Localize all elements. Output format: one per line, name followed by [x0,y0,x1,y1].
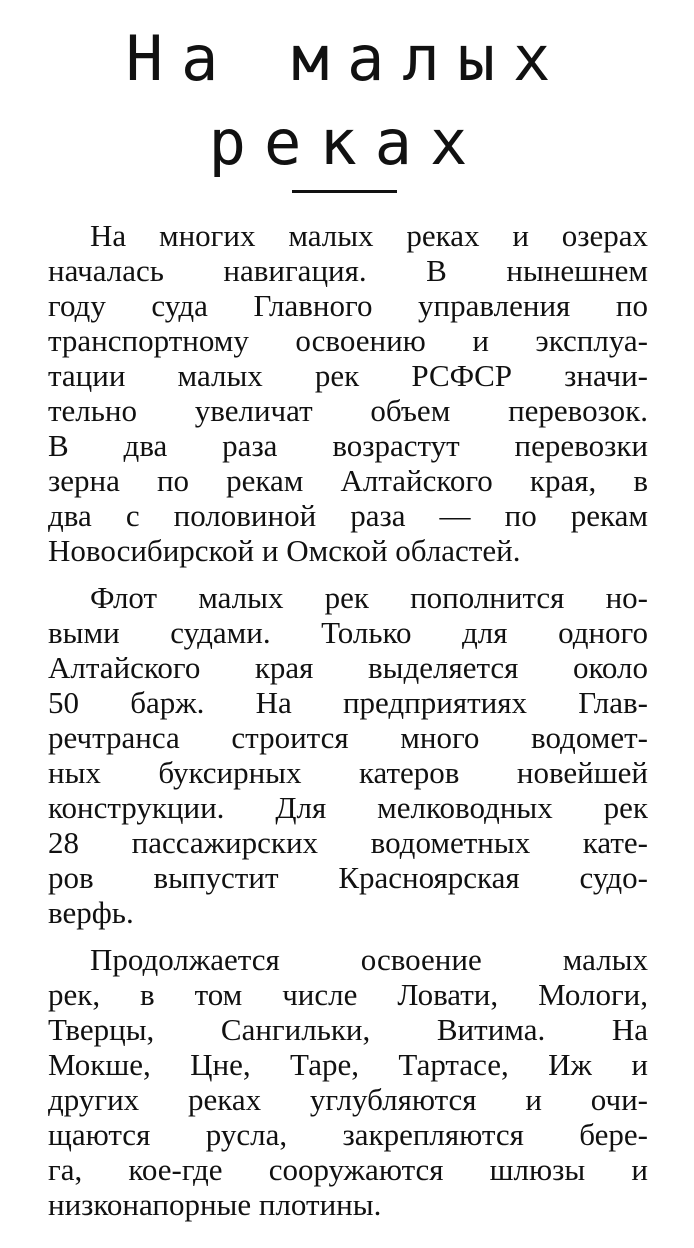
paragraph-2-line-5: речтранса строится много водомет- [48,720,648,755]
paragraph-3-line-2: рек, в том числе Ловати, Мологи, [48,977,648,1012]
paragraph-1-line-9: два с половиной раза — по рекам [48,498,648,533]
paragraph-1-line-10: Новосибирской и Омской областей. [48,533,521,568]
paragraph-2-line-3: Алтайского края выделяется около [48,650,648,685]
paragraph-3-line-1: Продолжается освоение малых [90,942,648,977]
paragraph-3-line-4: Мокше, Цне, Таре, Тартасе, Иж и [48,1047,648,1082]
paragraph-3-line-7: га, кое-где сооружаются шлюзы и [48,1152,648,1187]
paragraph-2-line-8: 28 пассажирских водометных кате- [48,825,648,860]
paragraph-2-line-4: 50 барж. На предприятиях Глав- [48,685,648,720]
paragraph-1-line-8: зерна по рекам Алтайского края, в [48,463,648,498]
paragraph-1-line-5: тации малых рек РСФСР значи- [48,358,648,393]
paragraph-3-line-5: других реках углубляются и очи- [48,1082,648,1117]
paragraph-1-line-3: году суда Главного управления по [48,288,648,323]
headline-divider [292,190,397,193]
paragraph-2-line-9: ров выпустит Красноярская судо- [48,860,648,895]
paragraph-3-line-6: щаются русла, закрепляются бере- [48,1117,648,1152]
paragraph-3-line-3: Тверцы, Сангильки, Витима. На [48,1012,648,1047]
paragraph-1-line-4: транспортному освоению и эксплуа- [48,323,648,358]
paragraph-1-line-7: В два раза возрастут перевозки [48,428,648,463]
paragraph-2-line-2: выми судами. Только для одного [48,615,648,650]
paragraph-3-line-8: низконапорные плотины. [48,1187,382,1222]
paragraph-2-line-10: верфь. [48,895,134,930]
headline-line-2: реках [208,106,486,179]
paragraph-2-line-7: конструкции. Для мелководных рек [48,790,648,825]
paragraph-2-line-6: ных буксирных катеров новейшей [48,755,648,790]
paragraph-1-line-2: началась навигация. В нынешнем [48,253,648,288]
paragraph-2-line-1: Флот малых рек пополнится но- [90,580,648,615]
headline-line-1: На малых [125,22,569,95]
paragraph-1-line-6: тельно увеличат объем перевозок. [48,393,648,428]
paragraph-1-line-1: На многих малых реках и озерах [90,218,648,253]
